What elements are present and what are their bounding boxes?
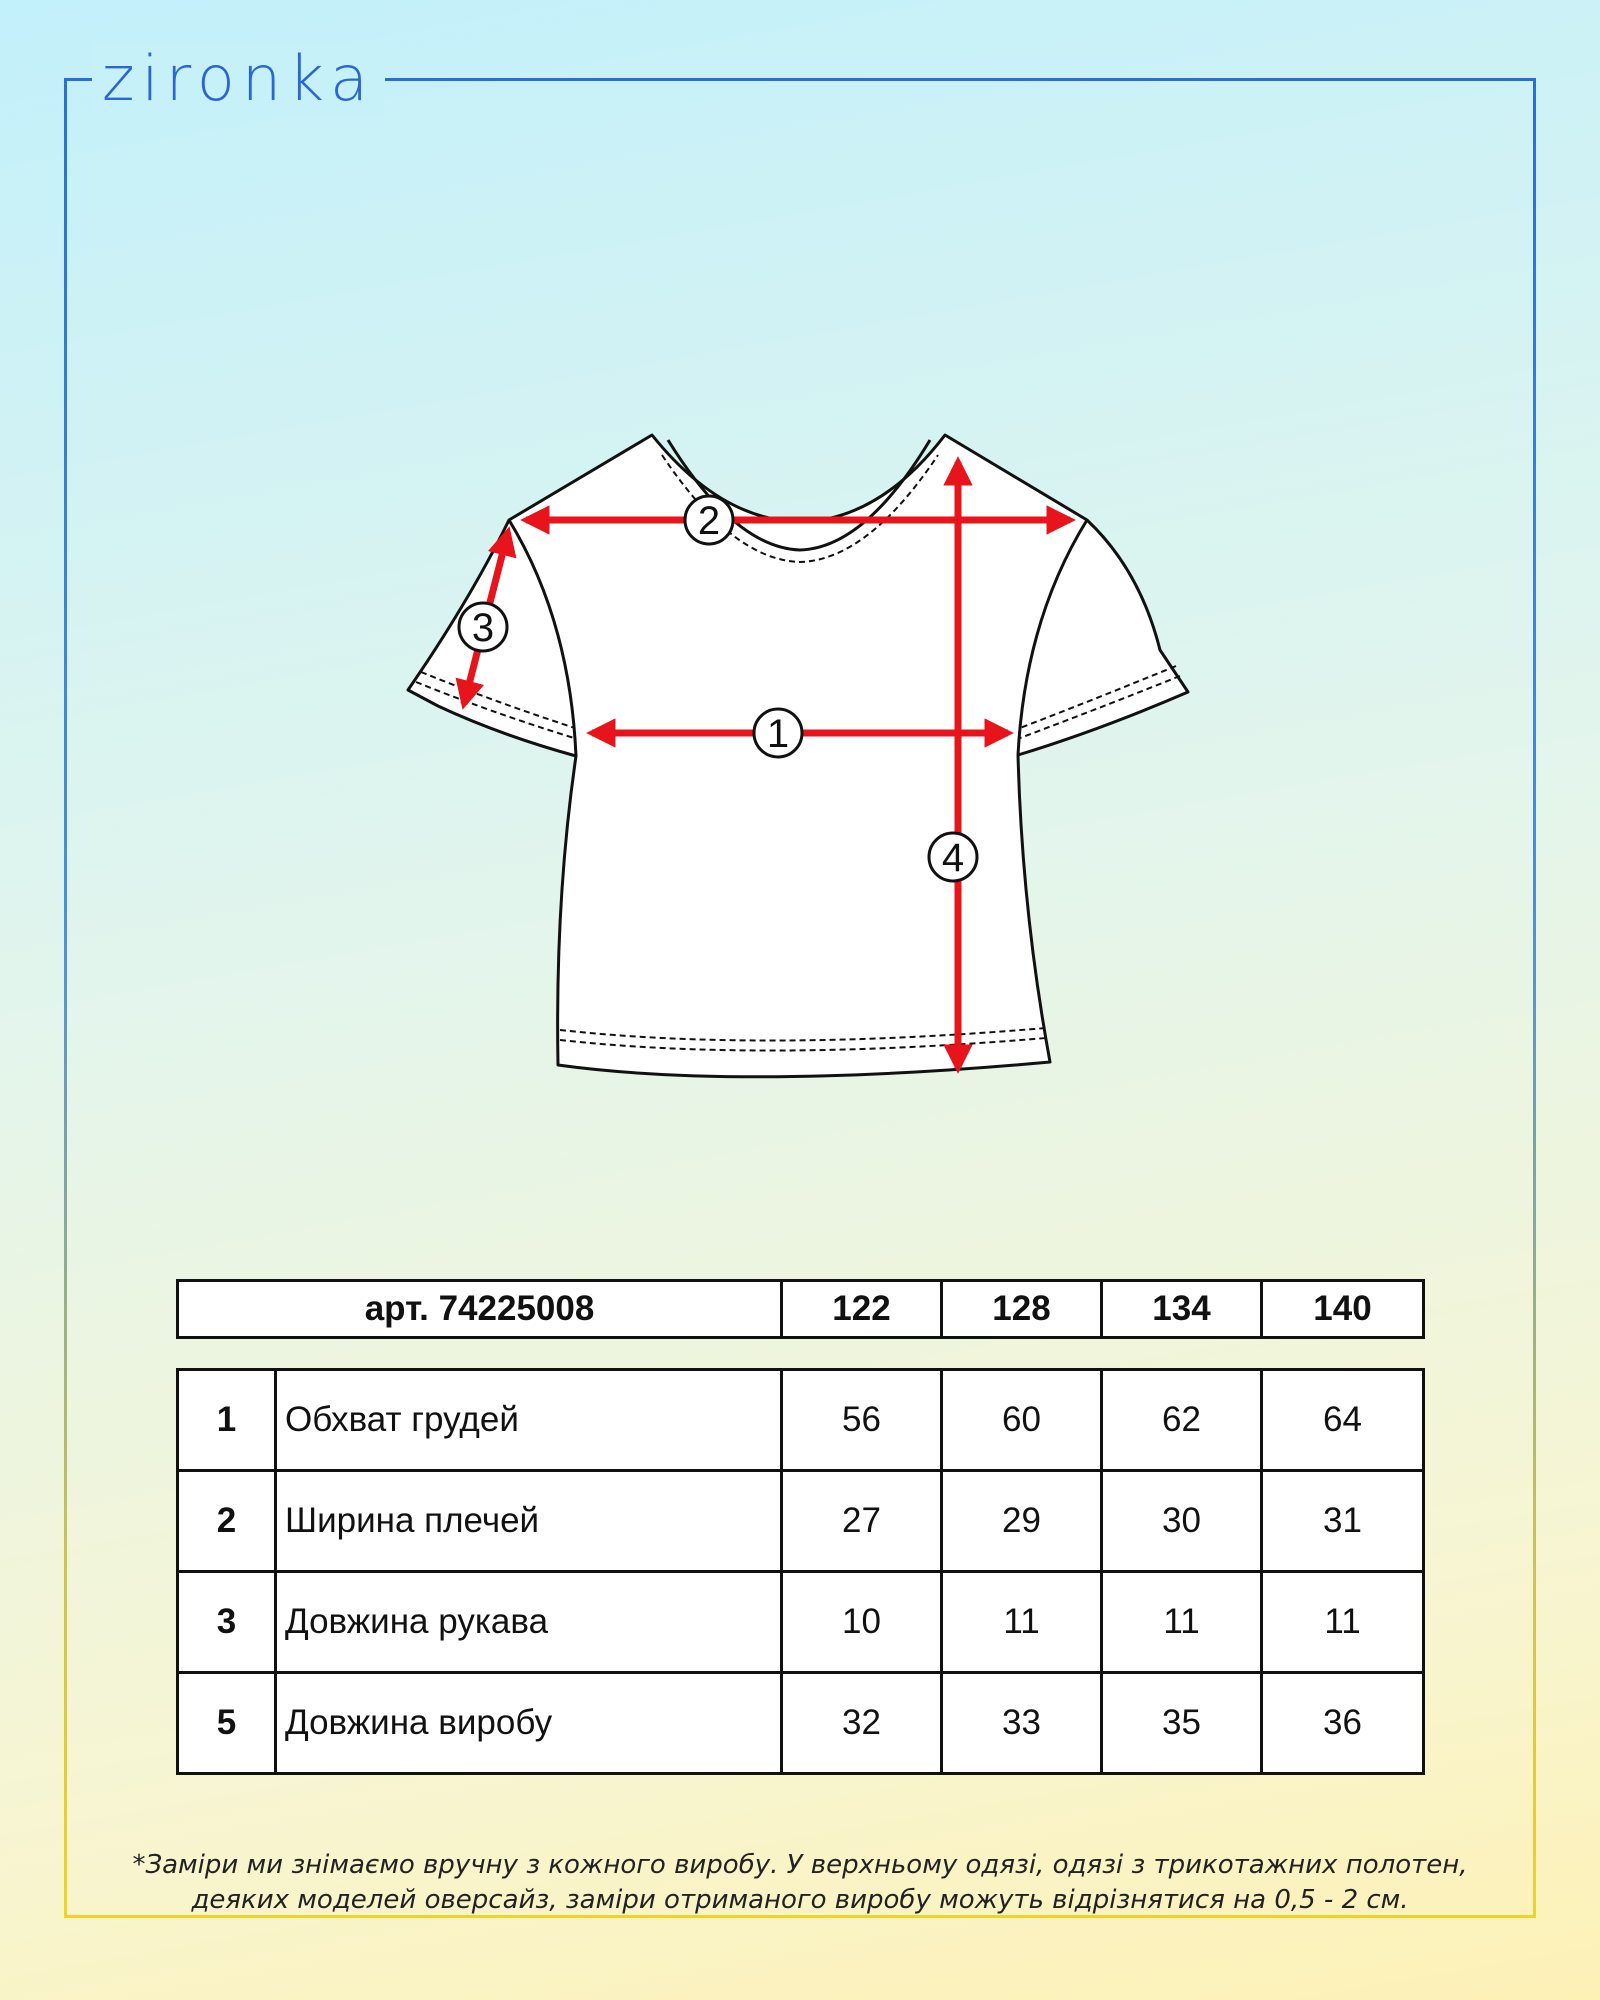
table-row — [178, 1673, 1424, 1774]
cell-value: 27 — [782, 1471, 942, 1572]
marker-4-label: 4 — [941, 836, 965, 880]
marker-2-label: 2 — [697, 499, 721, 543]
cell-value: 11 — [1262, 1572, 1424, 1673]
row-number: 1 — [178, 1370, 276, 1471]
row-number: 2 — [178, 1471, 276, 1572]
table-row — [178, 1370, 1424, 1471]
cell-value: 64 — [1262, 1370, 1424, 1471]
footnote-line-1: *Заміри ми знімаємо вручну з кожного виробу. У верхньому одязі, одязі з трикотажних полотен, — [132, 1850, 1468, 1880]
cell-value: 60 — [942, 1370, 1102, 1471]
marker-4 — [929, 833, 977, 881]
cell-value: 56 — [782, 1370, 942, 1471]
row-label: Довжина виробу — [276, 1673, 782, 1774]
size-header-row — [178, 1281, 1424, 1338]
table-row — [178, 1471, 1424, 1572]
row-label: Обхват грудей — [276, 1370, 782, 1471]
cell-value: 30 — [1102, 1471, 1262, 1572]
row-label: Ширина плечей — [276, 1471, 782, 1572]
row-number: 5 — [178, 1673, 276, 1774]
footnote-line-2: деяких моделей оверсайз, заміри отриманого виробу можуть відрізнятися на 0,5 - 2 см. — [191, 1885, 1409, 1915]
cell-value: 35 — [1102, 1673, 1262, 1774]
row-number: 3 — [178, 1572, 276, 1673]
size-122: 122 — [782, 1281, 942, 1338]
cell-value: 10 — [782, 1572, 942, 1673]
article-label: арт. 74225008 — [178, 1281, 782, 1338]
marker-3 — [459, 603, 507, 651]
tshirt-outline — [408, 435, 1188, 1077]
cell-value: 32 — [782, 1673, 942, 1774]
size-header-table — [176, 1279, 1422, 1339]
footnote — [64, 1848, 1536, 1918]
marker-1-label: 1 — [766, 712, 790, 756]
cell-value: 29 — [942, 1471, 1102, 1572]
size-128: 128 — [942, 1281, 1102, 1338]
marker-3-label: 3 — [471, 606, 495, 650]
table-row — [178, 1572, 1424, 1673]
row-label: Довжина рукава — [276, 1572, 782, 1673]
marker-2 — [685, 496, 733, 544]
size-140: 140 — [1262, 1281, 1424, 1338]
cell-value: 36 — [1262, 1673, 1424, 1774]
measurements-table — [176, 1368, 1422, 1775]
cell-value: 33 — [942, 1673, 1102, 1774]
cell-value: 11 — [942, 1572, 1102, 1673]
cell-value: 31 — [1262, 1471, 1424, 1572]
brand-logo: zironka — [92, 42, 385, 116]
cell-value: 11 — [1102, 1572, 1262, 1673]
size-134: 134 — [1102, 1281, 1262, 1338]
cell-value: 62 — [1102, 1370, 1262, 1471]
marker-1 — [754, 709, 802, 757]
